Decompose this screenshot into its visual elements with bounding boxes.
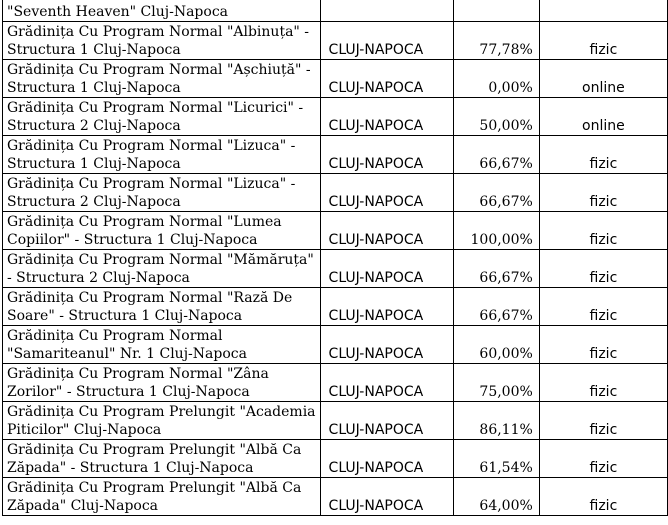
unit-name-line: Grădinița Cu Program Normal "Zâna <box>7 366 269 382</box>
cell-percentage: 77,78% <box>454 22 540 60</box>
unit-name-line: Structura 1 Cluj-Napoca <box>7 155 181 172</box>
cell-unit-name <box>3 60 321 98</box>
table-row <box>3 174 668 212</box>
cell-percentage: 0,00% <box>454 60 540 98</box>
unit-name-line: Copiilor" - Structura 1 Cluj-Napoca <box>7 231 258 248</box>
table-row <box>3 440 668 478</box>
cell-locality: CLUJ-NAPOCA <box>320 326 454 364</box>
cell-locality: CLUJ-NAPOCA <box>320 212 454 250</box>
unit-name-line: Grădinița Cu Program Normal "Licurici" - <box>7 100 304 116</box>
table-row <box>3 212 668 250</box>
unit-name-line: Grădinița Cu Program Normal "Mămăruța" <box>7 252 314 268</box>
cell-mode: fizic <box>539 364 667 402</box>
cell-mode: fizic <box>539 402 667 440</box>
cell-mode: fizic <box>539 212 667 250</box>
cell-unit-name <box>3 402 321 440</box>
cell-locality <box>320 0 454 22</box>
table-row <box>3 0 668 22</box>
cell-mode: online <box>539 98 667 136</box>
cell-percentage: 66,67% <box>454 250 540 288</box>
table-row <box>3 288 668 326</box>
unit-name-line: Grădinița Cu Program Prelungit "Academia <box>7 404 316 420</box>
cell-mode: fizic <box>539 326 667 364</box>
unit-name-line: "Seventh Heaven" Cluj-Napoca <box>7 3 229 20</box>
cell-locality: CLUJ-NAPOCA <box>320 478 454 516</box>
unit-name-line: "Samariteanul" Nr. 1 Cluj-Napoca <box>7 345 247 362</box>
cell-percentage: 61,54% <box>454 440 540 478</box>
unit-name-line: Zăpada" Cluj-Napoca <box>7 497 159 514</box>
unit-name-line: Grădinița Cu Program Prelungit "Albă Ca <box>7 442 302 458</box>
unit-name-line: - Structura 2 Cluj-Napoca <box>7 269 190 286</box>
unit-name-line: Structura 1 Cluj-Napoca <box>7 41 181 58</box>
unit-name-line: Zăpada" - Structura 1 Cluj-Napoca <box>7 459 254 476</box>
cell-mode: fizic <box>539 288 667 326</box>
table-row <box>3 60 668 98</box>
cell-locality: CLUJ-NAPOCA <box>320 440 454 478</box>
cell-percentage: 66,67% <box>454 136 540 174</box>
cell-unit-name <box>3 22 321 60</box>
cell-percentage: 50,00% <box>454 98 540 136</box>
unit-name-line: Grădinița Cu Program Normal "Lizuca" - <box>7 138 296 154</box>
cell-unit-name <box>3 250 321 288</box>
cell-unit-name <box>3 212 321 250</box>
table-row <box>3 326 668 364</box>
table-row <box>3 250 668 288</box>
unit-name-line: Grădinița Cu Program Normal "Lumea <box>7 214 282 230</box>
cell-mode: fizic <box>539 250 667 288</box>
cell-locality: CLUJ-NAPOCA <box>320 402 454 440</box>
unit-name-line: Piticilor" Cluj-Napoca <box>7 421 162 438</box>
cell-unit-name <box>3 136 321 174</box>
cell-unit-name <box>3 98 321 136</box>
cell-unit-name <box>3 478 321 516</box>
unit-name-line: Grădinița Cu Program Normal "Albinuța" - <box>7 24 310 40</box>
unit-name-line: Grădinița Cu Program Normal <box>7 328 223 344</box>
cell-mode: fizic <box>539 478 667 516</box>
unit-name-line: Soare" - Structura 1 Cluj-Napoca <box>7 307 243 324</box>
unit-name-line: Zorilor" - Structura 1 Cluj-Napoca <box>7 383 250 400</box>
kindergarten-table <box>2 0 668 516</box>
cell-mode: fizic <box>539 22 667 60</box>
cell-locality: CLUJ-NAPOCA <box>320 136 454 174</box>
cell-percentage: 64,00% <box>454 478 540 516</box>
cell-percentage <box>454 0 540 22</box>
table-row <box>3 22 668 60</box>
unit-name-line: Grădinița Cu Program Normal "Lizuca" - <box>7 176 296 192</box>
cell-unit-name <box>3 326 321 364</box>
cell-percentage: 60,00% <box>454 326 540 364</box>
cell-unit-name <box>3 364 321 402</box>
cell-unit-name <box>3 0 321 22</box>
cell-locality: CLUJ-NAPOCA <box>320 60 454 98</box>
cell-locality: CLUJ-NAPOCA <box>320 22 454 60</box>
table-row <box>3 136 668 174</box>
cell-mode <box>539 0 667 22</box>
cell-mode: fizic <box>539 440 667 478</box>
unit-name-line: Structura 2 Cluj-Napoca <box>7 193 181 210</box>
unit-name-line: Structura 1 Cluj-Napoca <box>7 79 181 96</box>
cell-locality: CLUJ-NAPOCA <box>320 288 454 326</box>
cell-percentage: 75,00% <box>454 364 540 402</box>
cell-mode: fizic <box>539 136 667 174</box>
cell-locality: CLUJ-NAPOCA <box>320 98 454 136</box>
table-row <box>3 478 668 516</box>
table-row <box>3 98 668 136</box>
cell-percentage: 100,00% <box>454 212 540 250</box>
cell-mode: online <box>539 60 667 98</box>
cell-percentage: 66,67% <box>454 174 540 212</box>
cell-percentage: 66,67% <box>454 288 540 326</box>
cell-unit-name <box>3 288 321 326</box>
unit-name-line: Grădinița Cu Program Normal "Rază De <box>7 290 293 306</box>
cell-locality: CLUJ-NAPOCA <box>320 364 454 402</box>
cell-percentage: 86,11% <box>454 402 540 440</box>
unit-name-line: Grădinița Cu Program Normal "Așchiuță" - <box>7 62 311 78</box>
table-body <box>3 0 668 516</box>
cell-unit-name <box>3 174 321 212</box>
unit-name-line: Grădinița Cu Program Prelungit "Albă Ca <box>7 480 302 496</box>
cell-mode: fizic <box>539 174 667 212</box>
table-row <box>3 364 668 402</box>
unit-name-line: Structura 2 Cluj-Napoca <box>7 117 181 134</box>
cell-locality: CLUJ-NAPOCA <box>320 250 454 288</box>
cell-locality: CLUJ-NAPOCA <box>320 174 454 212</box>
table-row <box>3 402 668 440</box>
cell-unit-name <box>3 440 321 478</box>
